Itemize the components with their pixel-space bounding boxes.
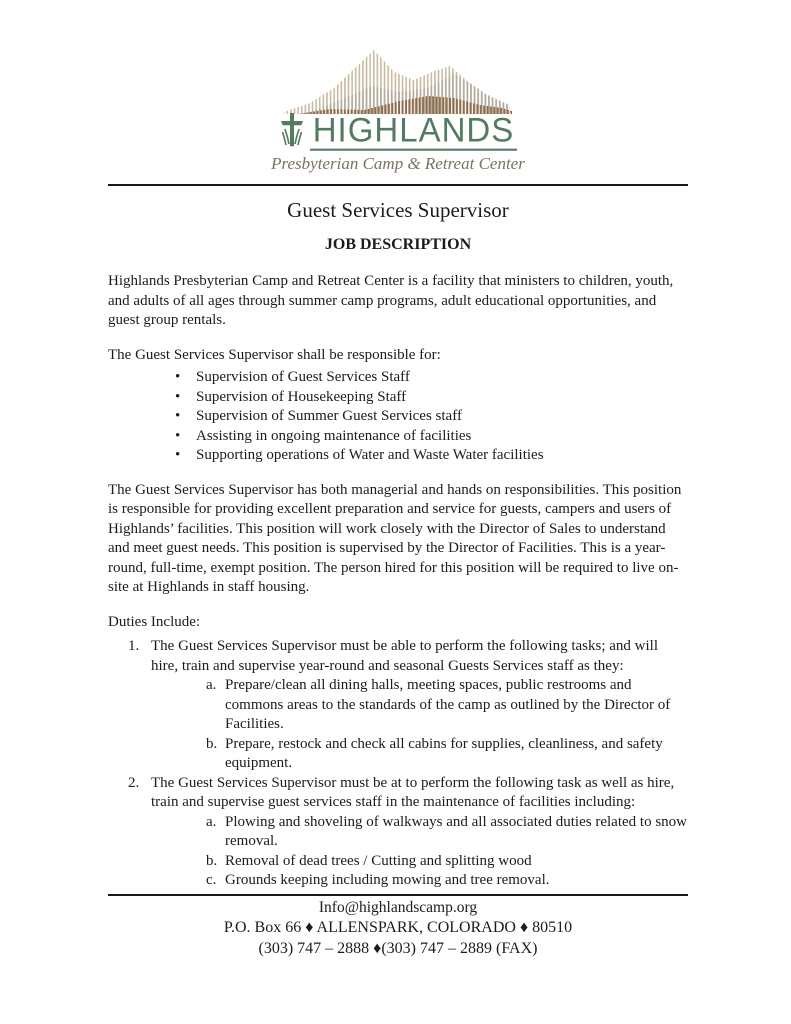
mountain-lines-graphic [282, 46, 514, 116]
bullet-icon [175, 407, 196, 427]
top-divider [108, 184, 688, 186]
duty-text: The Guest Services Supervisor must be able to perform the following tasks; and will hire, train and supervise year-round and seasonal Guests Services staff as they: [151, 638, 658, 674]
duty-number: 1. [128, 638, 140, 654]
footer-email: Info@highlandscamp.org [318, 898, 478, 916]
duty-item [108, 637, 688, 676]
duty-letter: a. [206, 813, 217, 830]
bottom-divider [108, 894, 688, 896]
duty-sub-text: Grounds keeping including mowing and tree removal. [225, 872, 550, 888]
footer [108, 898, 688, 960]
duty-sub-item [108, 735, 688, 774]
duty-sub-item [108, 813, 688, 852]
duty-letter: b. [206, 852, 218, 869]
duty-sub-item [108, 871, 688, 891]
bullet-icon [175, 446, 196, 466]
overview-paragraph: The Guest Services Supervisor has both managerial and hands on responsibilities. This position is responsible for providing excellent preparation and service for guests, campers and users of Highlands’ facilities. This position will work closely with the Director of Sales to understand and meet guest needs. This position is supervised by the Director of Facilities. This is a year-round, full-time, exempt position. The person hired for this position will be required to live on-site at Highlands in staff housing. [108, 481, 682, 595]
responsibilities-lead: The Guest Services Supervisor shall be responsible for: [108, 346, 441, 363]
list-item [108, 446, 688, 466]
logo-wordmark: HIGHLANDS [310, 112, 518, 150]
responsibilities-list [108, 368, 688, 466]
duty-sub-item [108, 852, 688, 872]
presbyterian-cross-icon [279, 112, 305, 148]
duty-sub-text: Prepare/clean all dining halls, meeting spaces, public restrooms and commons areas to the standards of the camp as outlined by the Director of Facilities. [225, 677, 671, 732]
list-item-text: Assisting in ongoing maintenance of facilities [196, 427, 472, 444]
duty-letter: b. [206, 735, 218, 752]
logo-name-row [108, 112, 688, 150]
duties-lead: Duties Include: [108, 613, 201, 630]
bullet-icon [175, 427, 196, 447]
duty-letter: a. [206, 677, 217, 693]
list-item-text: Supervision of Summer Guest Services staff [196, 408, 462, 424]
duty-sub-text: Prepare, restock and check all cabins for supplies, cleanliness, and safety equipment. [225, 735, 663, 771]
duty-sub-text: Removal of dead trees / Cutting and splitting wood [225, 852, 532, 869]
list-item [108, 388, 688, 408]
list-item [108, 427, 688, 447]
duty-text: The Guest Services Supervisor must be at to perform the following task as well as hire, train and supervise guest services staff in the maintenance of facilities including: [151, 774, 675, 810]
bullet-icon [175, 368, 196, 388]
bullet-icon [175, 388, 196, 408]
duties-list [108, 637, 688, 891]
page-title: Guest Services Supervisor [287, 198, 509, 222]
logo [108, 46, 688, 174]
duty-sub-text: Plowing and shoveling of walkways and all associated duties related to snow removal. [225, 813, 687, 849]
list-item [108, 407, 688, 427]
duty-item [108, 774, 688, 813]
duty-sub-item [108, 676, 688, 735]
list-item-text: Supporting operations of Water and Waste Water facilities [196, 447, 544, 463]
list-item-text: Supervision of Housekeeping Staff [196, 388, 407, 405]
logo-tagline: Presbyterian Camp & Retreat Center [271, 154, 525, 173]
footer-address: P.O. Box 66 ♦ ALLENSPARK, COLORADO ♦ 80510 [223, 919, 573, 936]
list-item-text: Supervision of Guest Services Staff [196, 369, 410, 385]
duty-number: 2. [128, 774, 140, 791]
duty-letter: c. [206, 872, 217, 888]
intro-paragraph: Highlands Presbyterian Camp and Retreat Center is a facility that ministers to children, youth, and adults of all ages through summer camp programs, adult educational opportunities, and guest group rentals. [108, 273, 674, 328]
list-item [108, 368, 688, 388]
page-subtitle: JOB DESCRIPTION [324, 236, 472, 253]
footer-phone: (303) 747 – 2888 ♦(303) 747 – 2889 (FAX) [258, 939, 538, 957]
